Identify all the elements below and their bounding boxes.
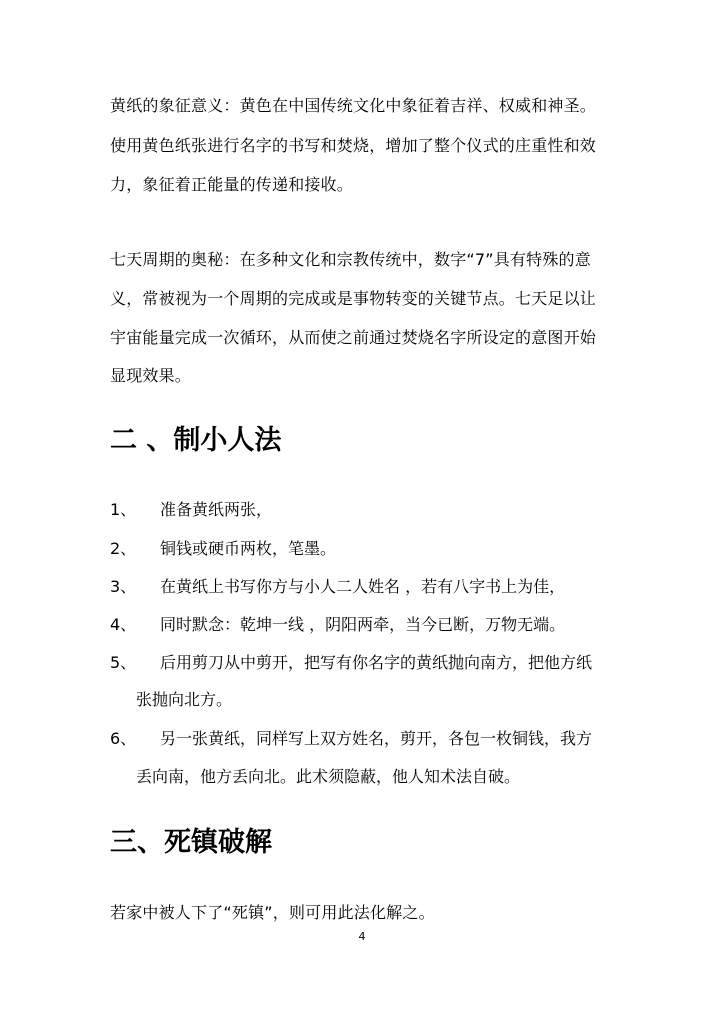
paragraph-line: 力，象征着正能量的传递和接收。 — [110, 175, 354, 194]
paragraph-line: 义，常被视为一个周期的完成或是事物转变的关键节点。七天足以让 — [110, 289, 597, 308]
list-item-number: 2、 — [110, 539, 137, 558]
list-item-text: 同时默念：乾坤一线 ，阴阳两牵，当今已断，万物无端。 — [160, 615, 566, 634]
paragraph-line: 若家中被人下了“死镇”，则可用此法化解之。 — [110, 903, 435, 922]
paragraph-line: 黄纸的象征意义：黄色在中国传统文化中象征着吉祥、权威和神圣。 — [110, 96, 597, 115]
paragraph-line: 显现效果。 — [110, 366, 192, 385]
list-item-text: 准备黄纸两张， — [160, 500, 273, 519]
list-item — [110, 500, 272, 520]
list-item-text: 在黄纸上书写你方与小人二人姓名 ，若有八字书上为佳， — [160, 577, 566, 596]
paragraph-line: 使用黄色纸张进行名字的书写和焚烧，增加了整个仪式的庄重性和效 — [110, 136, 597, 155]
list-item-text: 另一张黄纸，同样写上双方姓名，剪开，各包一枚铜钱，我方 — [160, 729, 593, 748]
list-item — [110, 653, 592, 673]
list-item-text: 后用剪刀从中剪开，把写有你名字的黄纸抛向南方，把他方纸 — [160, 653, 593, 672]
list-item-text: 铜钱或硬币两枚，笔墨。 — [160, 539, 337, 558]
section-heading: 三、死镇破解 — [110, 827, 272, 858]
list-item-number: 4、 — [110, 615, 137, 634]
list-item-continuation: 丢向南，他方丢向北。此术须隐蔽，他人知术法自破。 — [136, 767, 521, 786]
list-item-continuation: 张抛向北方。 — [136, 690, 233, 709]
list-item-number: 6、 — [110, 729, 137, 748]
list-item-number: 5、 — [110, 653, 137, 672]
list-item-number: 1、 — [110, 500, 137, 519]
list-item — [110, 539, 336, 559]
list-item — [110, 577, 565, 597]
paragraph-line: 七天周期的奥秘：在多种文化和宗教传统中，数字“7”具有特殊的意 — [110, 250, 591, 269]
list-item — [110, 729, 592, 749]
section-heading: 二 、制小人法 — [110, 425, 282, 456]
list-item-number: 3、 — [110, 577, 137, 596]
page-number: 4 — [358, 930, 366, 943]
paragraph-line: 宇宙能量完成一次循环，从而使之前通过焚烧名字所设定的意图开始 — [110, 328, 597, 347]
list-item — [110, 615, 565, 635]
